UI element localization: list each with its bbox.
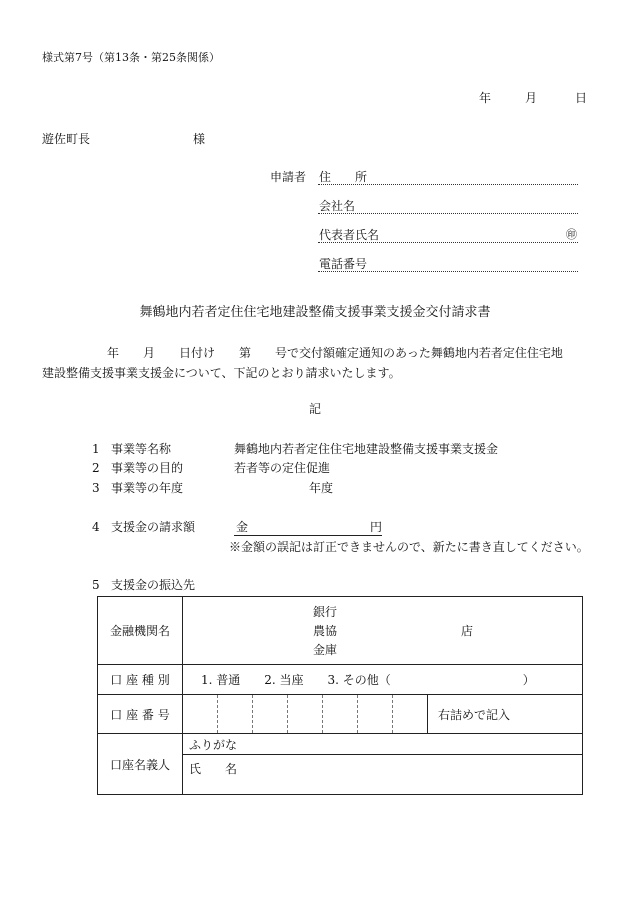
account-number-boxes xyxy=(183,695,428,733)
account-holder-row xyxy=(98,734,583,795)
item-1-num: 1 xyxy=(92,442,100,456)
bank-label-cell xyxy=(98,597,183,665)
ki-heading: 記 xyxy=(308,402,321,416)
account-number-label: 口 座 番 号 xyxy=(110,707,170,722)
holder-name-field[interactable] xyxy=(183,755,582,794)
account-digit-box[interactable] xyxy=(183,695,218,733)
account-type-options[interactable] xyxy=(183,665,583,695)
bank-type-nokyo: 農協 xyxy=(313,624,338,638)
item-2-label: 事業等の目的 xyxy=(111,461,184,475)
body-line-1: 年 月 日付け 第 号で交付額確定通知のあった舞鶴地内若者定住住宅地 xyxy=(107,346,563,360)
account-type-label: 口 座 種 別 xyxy=(110,673,170,687)
representative-line[interactable] xyxy=(318,242,578,243)
item-3-num: 3 xyxy=(92,481,100,495)
holder-name-label: 氏 名 xyxy=(189,762,238,776)
address-label: 住 所 xyxy=(319,170,368,184)
account-digit-box[interactable] xyxy=(358,695,393,733)
right-align-note: 右詰めで記入 xyxy=(438,707,511,722)
phone-line[interactable] xyxy=(318,271,578,272)
item-2-value: 若者等の定住促進 xyxy=(234,461,331,475)
representative-label: 代表者氏名 xyxy=(319,228,380,242)
bank-table xyxy=(97,596,583,795)
seal-mark: ㊞ xyxy=(566,228,577,241)
account-holder-label-cell xyxy=(98,734,183,795)
item-1-label: 事業等名称 xyxy=(111,442,172,456)
addressee: 遊佐町長 xyxy=(42,132,91,146)
account-number-label-cell xyxy=(98,695,183,734)
account-type-row xyxy=(98,665,583,695)
item-4-num: 4 xyxy=(92,520,100,534)
amount-line[interactable] xyxy=(234,535,382,536)
account-number-cell xyxy=(183,695,583,734)
furigana-field[interactable] xyxy=(183,734,582,755)
branch-label: 店 xyxy=(461,624,474,638)
bank-value-cell[interactable] xyxy=(183,597,583,665)
company-line[interactable] xyxy=(318,213,578,214)
amount-note: ※金額の誤記は訂正できませんので、新たに書き直してください。 xyxy=(229,540,589,554)
date-year: 年 xyxy=(479,91,492,105)
item-5-label: 支援金の振込先 xyxy=(111,578,196,592)
bank-type-kinko: 金庫 xyxy=(313,643,338,657)
item-3-value: 年度 xyxy=(309,481,334,495)
bank-label: 金融機関名 xyxy=(109,624,170,638)
company-label: 会社名 xyxy=(319,199,356,213)
amount-suffix: 円 xyxy=(370,520,383,534)
account-holder-label: 口座名義人 xyxy=(109,757,170,772)
body-line-2: 建設整備支援事業支援金について、下記のとおり請求いたします。 xyxy=(42,366,401,380)
account-number-row xyxy=(98,695,583,734)
item-2-num: 2 xyxy=(92,461,100,475)
account-type-choices[interactable]: 1. 普通 2. 当座 3. その他（ ） xyxy=(201,673,535,687)
item-4-label: 支援金の請求額 xyxy=(111,520,196,534)
furigana-label: ふりがな xyxy=(189,737,238,752)
account-digit-box[interactable] xyxy=(323,695,358,733)
document-title: 舞鶴地内若者定住住宅地建設整備支援事業支援金交付請求書 xyxy=(139,305,491,320)
phone-label: 電話番号 xyxy=(319,257,368,271)
item-5-num: 5 xyxy=(92,578,100,592)
honorific: 様 xyxy=(193,132,206,146)
account-digit-box[interactable] xyxy=(393,695,428,733)
account-type-label-cell xyxy=(98,665,183,695)
account-digit-box[interactable] xyxy=(218,695,253,733)
date-day: 日 xyxy=(575,91,588,105)
item-3-label: 事業等の年度 xyxy=(111,481,184,495)
item-1-value: 舞鶴地内若者定住住宅地建設整備支援事業支援金 xyxy=(234,442,499,456)
account-digit-box[interactable] xyxy=(253,695,288,733)
account-digit-box[interactable] xyxy=(288,695,323,733)
address-line[interactable] xyxy=(318,184,578,185)
amount-prefix: 金 xyxy=(236,520,249,534)
form-number: 様式第7号（第13条・第25条関係） xyxy=(42,51,220,64)
applicant-label: 申請者 xyxy=(270,170,307,184)
date-month: 月 xyxy=(525,91,538,105)
bank-row xyxy=(98,597,583,665)
bank-type-bank: 銀行 xyxy=(313,605,338,619)
account-holder-cell xyxy=(183,734,583,795)
